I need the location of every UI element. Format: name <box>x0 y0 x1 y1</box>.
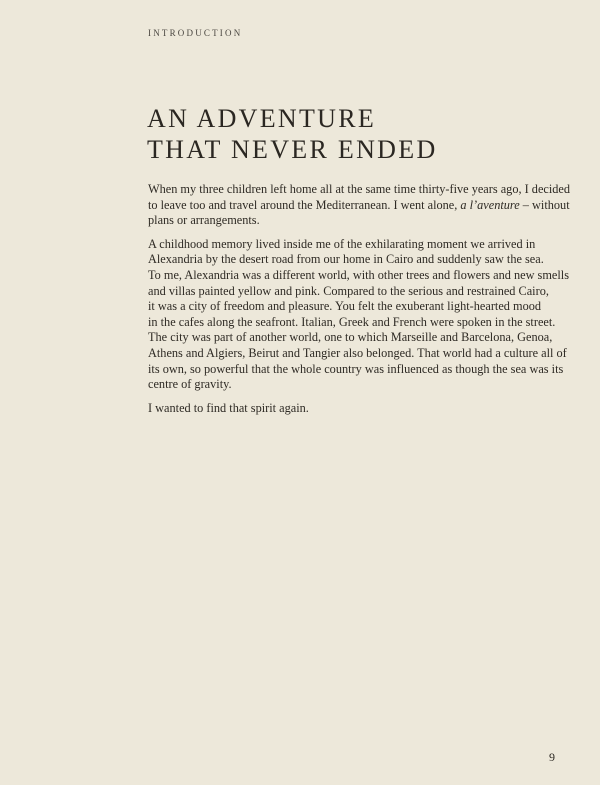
page-number: 9 <box>549 750 555 764</box>
body-text <box>148 182 571 424</box>
paragraph-2-line: Alexandria by the desert road from our home in Cairo and suddenly saw the sea. <box>148 252 544 267</box>
paragraph-1-line-3: plans or arrangements. <box>148 213 260 228</box>
paragraph-2-line: To me, Alexandria was a different world, with other trees and flowers and new smells <box>148 267 569 282</box>
chapter-title-line-2: THAT NEVER ENDED <box>147 135 438 164</box>
paragraph-2 <box>148 236 569 393</box>
paragraph-2-line: it was a city of freedom and pleasure. You felt the exuberant light-hearted mood <box>148 299 542 314</box>
paragraph-2-line: its own, so powerful that the whole country was influenced as though the sea was its <box>148 361 564 376</box>
paragraph-1-line-2-tail: – without <box>519 197 570 212</box>
paragraph-2-line: Athens and Algiers, Beirut and Tangier also belonged. That world had a culture all of <box>148 345 567 360</box>
chapter-title <box>147 103 438 165</box>
paragraph-2-line: A childhood memory lived inside me of the exhilarating moment we arrived in <box>148 236 536 251</box>
paragraph-1-line-1: When my three children left home all at the same time thirty-five years ago, I decided <box>148 182 571 196</box>
italic-phrase: a l’aventure <box>460 197 520 212</box>
chapter-title-line-1: AN ADVENTURE <box>147 104 377 133</box>
paragraph-2-line: in the cafes along the seafront. Italian, Greek and French were spoken in the street. <box>148 314 556 329</box>
paragraph-2-line: centre of gravity. <box>148 377 232 392</box>
paragraph-2-line: The city was part of another world, one to which Marseille and Barcelona, Genoa, <box>148 330 553 345</box>
paragraph-1-line-2 <box>148 197 570 214</box>
paragraph-1 <box>148 182 571 229</box>
paragraph-2-line: and villas painted yellow and pink. Compared to the serious and restrained Cairo, <box>148 283 549 298</box>
paragraph-3 <box>148 401 558 417</box>
paragraph-1-line-2-text: to leave too and travel around the Mediterranean. I went alone, <box>148 197 461 212</box>
paragraph-3-line-1: I wanted to find that spirit again. <box>148 400 309 415</box>
section-label: INTRODUCTION <box>148 28 243 38</box>
